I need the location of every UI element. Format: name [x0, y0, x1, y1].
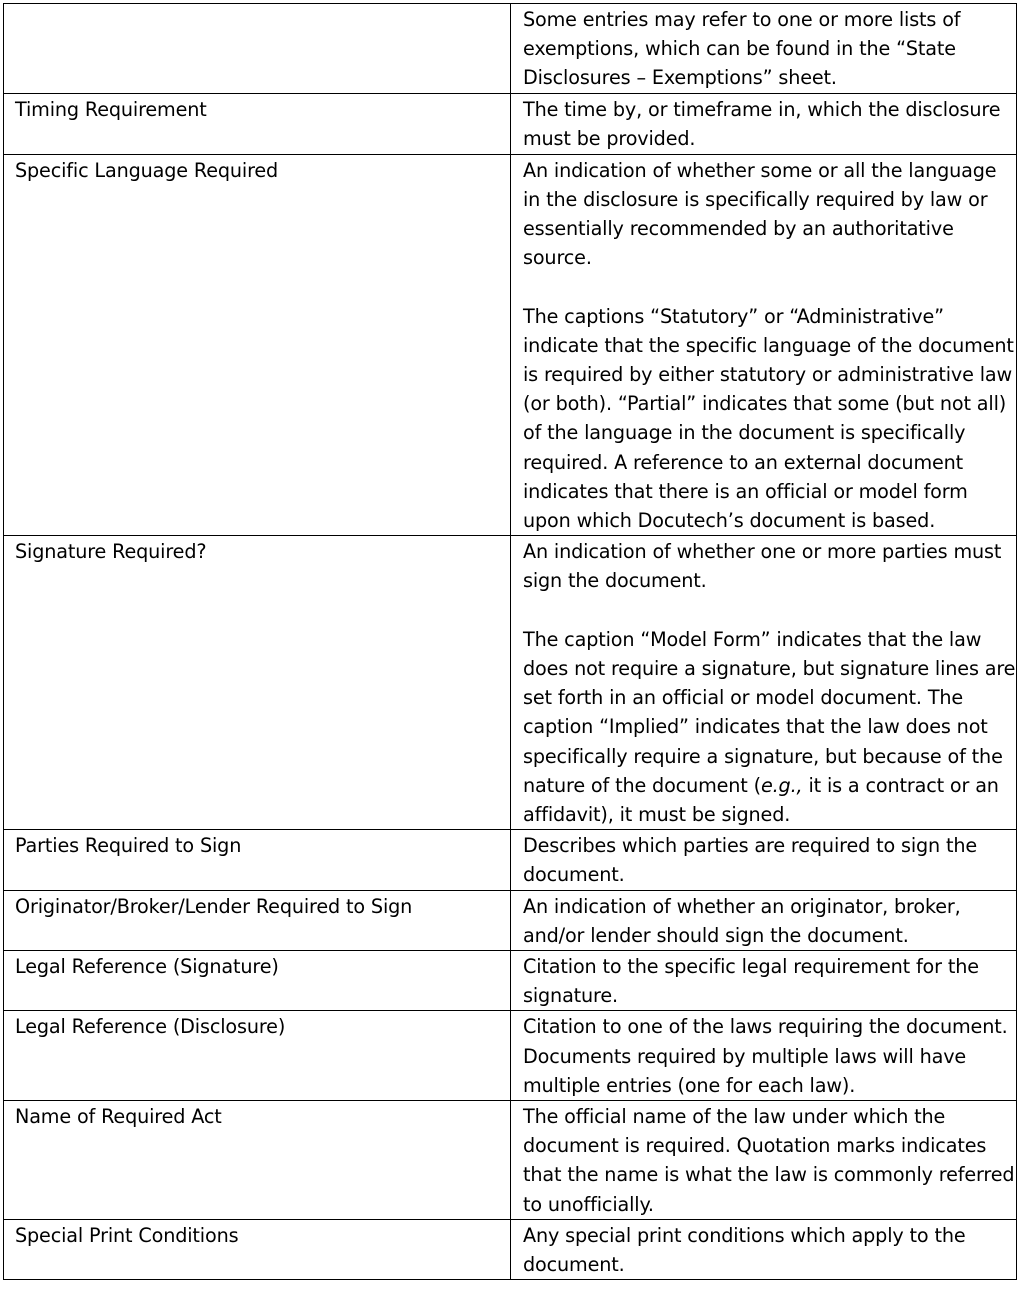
term-cell: [4, 536, 511, 830]
description-cell: [511, 830, 1017, 890]
description-italic-text: e.g.,: [760, 773, 803, 797]
description-text: The captions “Statutory” or “Administrative” indicate that the specific language of the document is required by either statutory or administrative law (or both). “Partial” indicates that some (but not all) of the language in the document is specifically required. A reference to an external document indicates that there is an official or model form upon which Docutech’s document is based.: [523, 304, 1014, 533]
description-text: Citation to the specific legal requirement for the signature.: [523, 955, 979, 1008]
term-text: Originator/Broker/Lender Required to Sign: [15, 894, 413, 918]
description-cell: [511, 4, 1017, 94]
description-paragraph: [523, 302, 1016, 536]
term-text: Legal Reference (Signature): [15, 955, 279, 979]
description-cell: [511, 154, 1017, 536]
description-paragraph: [523, 1221, 1016, 1279]
term-text: Legal Reference (Disclosure): [15, 1015, 286, 1039]
term-text: Parties Required to Sign: [15, 834, 242, 858]
table-row: [4, 1101, 1017, 1220]
table-row: [4, 536, 1017, 830]
term-text: Specific Language Required: [15, 158, 279, 182]
description-text: An indication of whether an originator, broker, and/or lender should sign the document.: [523, 894, 961, 947]
description-paragraph: [523, 95, 1016, 153]
description-text: Citation to one of the laws requiring the document. Documents required by multiple laws will have multiple entries (one for each law).: [523, 1015, 1008, 1097]
description-text: The caption “Model Form” indicates that the law does not require a signature, but signature lines are set forth in an official or model document. The caption “Implied” indicates that the law does not specifically require a signature, but because of the nature of the document (: [523, 627, 1016, 797]
description-text: Any special print conditions which apply to the document.: [523, 1223, 966, 1277]
description-paragraph: [523, 1102, 1016, 1219]
term-cell: [4, 890, 511, 950]
table-row: [4, 951, 1017, 1011]
table-row: [4, 93, 1017, 154]
table-row: [4, 830, 1017, 890]
description-text: An indication of whether some or all the language in the disclosure is specifically required by law or essentially recommended by an authoritative source.: [523, 158, 997, 270]
table-row: [4, 1219, 1017, 1279]
description-cell: [511, 951, 1017, 1011]
description-text: it is a contract or an affidavit), it must be signed.: [523, 773, 999, 827]
table-row: [4, 4, 1017, 94]
description-cell: [511, 890, 1017, 950]
term-cell: [4, 93, 511, 154]
description-paragraph: [523, 892, 1016, 950]
term-cell: [4, 1219, 511, 1279]
description-cell: [511, 93, 1017, 154]
description-paragraph: [523, 1012, 1016, 1100]
description-paragraph: [523, 5, 1016, 93]
description-text: The time by, or timeframe in, which the disclosure must be provided.: [523, 97, 1001, 150]
term-text: Name of Required Act: [15, 1105, 222, 1129]
description-cell: [511, 1219, 1017, 1279]
term-text: Special Print Conditions: [15, 1223, 239, 1247]
description-paragraph: [523, 537, 1016, 595]
table-row: [4, 154, 1017, 536]
term-cell: [4, 154, 511, 536]
description-paragraph: [523, 831, 1016, 889]
term-cell: [4, 830, 511, 890]
description-cell: [511, 1011, 1017, 1101]
term-cell: [4, 4, 511, 94]
description-text: The official name of the law under which the document is required. Quotation marks indicates that the name is what the law is commonly referred to unofficially.: [523, 1105, 1015, 1216]
term-cell: [4, 951, 511, 1011]
term-text: Timing Requirement: [15, 97, 207, 121]
description-text: Describes which parties are required to sign the document.: [523, 834, 978, 887]
description-cell: [511, 536, 1017, 830]
description-text: An indication of whether one or more parties must sign the document.: [523, 540, 1002, 593]
table-row: [4, 890, 1017, 950]
term-text: Signature Required?: [15, 540, 207, 564]
description-paragraph: [523, 156, 1016, 273]
description-cell: [511, 1101, 1017, 1220]
description-paragraph: [523, 952, 1016, 1010]
term-cell: [4, 1011, 511, 1101]
term-cell: [4, 1101, 511, 1220]
description-text: Some entries may refer to one or more lists of exemptions, which can be found in the “State Disclosures – Exemptions” sheet.: [523, 8, 961, 90]
definitions-table: [3, 3, 1017, 1280]
table-row: [4, 1011, 1017, 1101]
description-paragraph: [523, 625, 1016, 829]
